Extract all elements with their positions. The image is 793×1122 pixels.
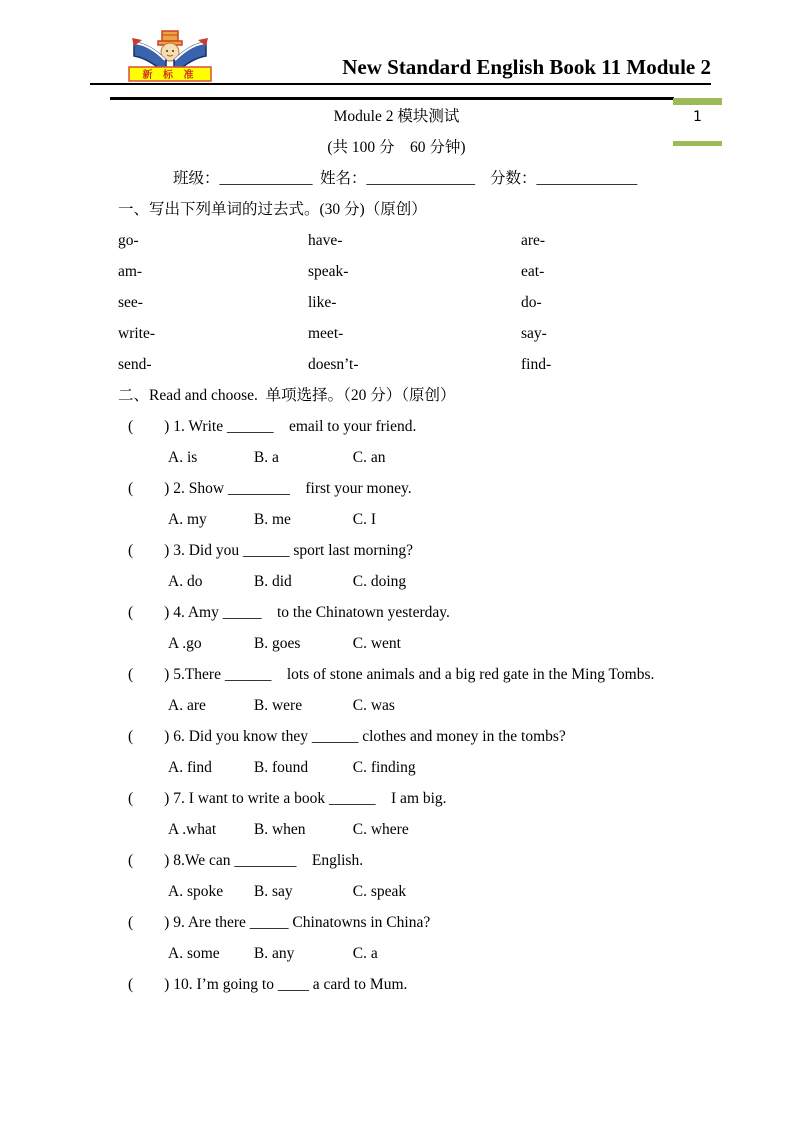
question-block [118,473,675,535]
question-block [118,907,675,969]
option-c: C. an [352,449,386,466]
option-c: C. where [352,821,409,838]
option-b: B. any [253,945,295,962]
section2-heading: 二、Read and choose. 单项选择。（20 分）（原创） [118,387,456,404]
question-block [118,845,675,907]
score-field [490,163,637,194]
question-text: ( ) 5.There ______ lots of stone animals and a big red gate in the Ming Tombs. [128,666,655,683]
option-b: B. did [253,573,292,590]
name-blank: ______________ [366,170,476,187]
word-item: see- [118,294,143,311]
word-item: have- [308,232,343,249]
score-time-note: (共 100 分 60 分钟) [327,139,466,156]
question-text: ( ) 2. Show ________ first your money. [128,480,412,497]
option-a: A. my [168,511,207,528]
question-options [118,938,675,969]
option-a: A. are [168,697,206,714]
option-a: A. some [168,945,220,962]
word-row [118,256,675,287]
question-text: ( ) 10. I’m going to ____ a card to Mum. [128,976,408,993]
option-c: C. went [352,635,401,652]
name-label: 姓名： [320,170,367,187]
question-block [118,535,675,597]
brand-logo [128,30,212,82]
question-options [118,752,675,783]
page-number-accent-bottom [673,141,722,146]
page-number: 1 [693,109,702,125]
module-title: Module 2 模块测试 [333,108,460,125]
question-block [118,969,675,1000]
question-text: ( ) 3. Did you ______ sport last morning? [128,542,414,559]
question-options [118,442,675,473]
question-options [118,876,675,907]
word-item: write- [118,325,156,342]
new-standard-logo-icon [128,30,212,82]
option-b: B. found [253,759,309,776]
word-item: find- [521,356,552,373]
question-options [118,814,675,845]
option-c: C. speak [352,883,407,900]
word-item: send- [118,356,152,373]
class-blank: ____________ [219,170,313,187]
option-a: A .what [168,821,217,838]
header-rule-bottom [110,97,674,100]
question-block [118,721,675,783]
logo-banner-text: 新 标 准 [142,70,198,81]
header-rule-top [90,83,711,85]
document-content [118,101,675,1000]
option-c: C. was [352,697,395,714]
option-a: A. spoke [168,883,224,900]
student-info-line [118,163,675,194]
option-c: C. a [352,945,378,962]
question-block [118,411,675,473]
question-text: ( ) 9. Are there _____ Chinatowns in China? [128,914,431,931]
question-block [118,659,675,721]
question-text: ( ) 1. Write ______ email to your friend. [128,418,417,435]
question-text: ( ) 6. Did you know they ______ clothes and money in the tombs? [128,728,566,745]
option-b: B. say [253,883,293,900]
word-item: like- [308,294,337,311]
word-row [118,225,675,256]
word-item: eat- [521,263,545,280]
option-a: A. find [168,759,212,776]
option-a: A. do [168,573,203,590]
word-item: speak- [308,263,349,280]
word-item: are- [521,232,546,249]
option-a: A. is [168,449,198,466]
class-field [173,163,320,194]
word-item: doesn’t- [308,356,359,373]
question-options [118,504,675,535]
question-options [118,628,675,659]
option-c: C. doing [352,573,407,590]
word-row [118,318,675,349]
word-row [118,287,675,318]
word-item: say- [521,325,547,342]
page-title: New Standard English Book 11 Module 2 [342,55,711,79]
word-row [118,349,675,380]
score-blank: _____________ [536,170,638,187]
question-text: ( ) 8.We can ________ English. [128,852,364,869]
page-number-accent-top [673,98,722,105]
question-options [118,566,675,597]
question-text: ( ) 7. I want to write a book ______ I am big. [128,790,447,807]
word-item: meet- [308,325,344,342]
question-block [118,783,675,845]
word-item: go- [118,232,139,249]
score-label: 分数： [490,170,537,187]
option-b: B. were [253,697,303,714]
option-b: B. a [253,449,279,466]
option-c: C. I [352,511,376,528]
class-label: 班级： [173,170,220,187]
question-block [118,597,675,659]
option-c: C. finding [352,759,416,776]
question-text: ( ) 4. Amy _____ to the Chinatown yesterday. [128,604,450,621]
name-field [320,163,490,194]
word-item: am- [118,263,143,280]
option-a: A .go [168,635,202,652]
option-b: B. when [253,821,306,838]
question-options [118,690,675,721]
option-b: B. me [253,511,291,528]
section1-heading: 一、写出下列单词的过去式。(30 分)（原创） [118,201,427,218]
word-item: do- [521,294,542,311]
option-b: B. goes [253,635,301,652]
